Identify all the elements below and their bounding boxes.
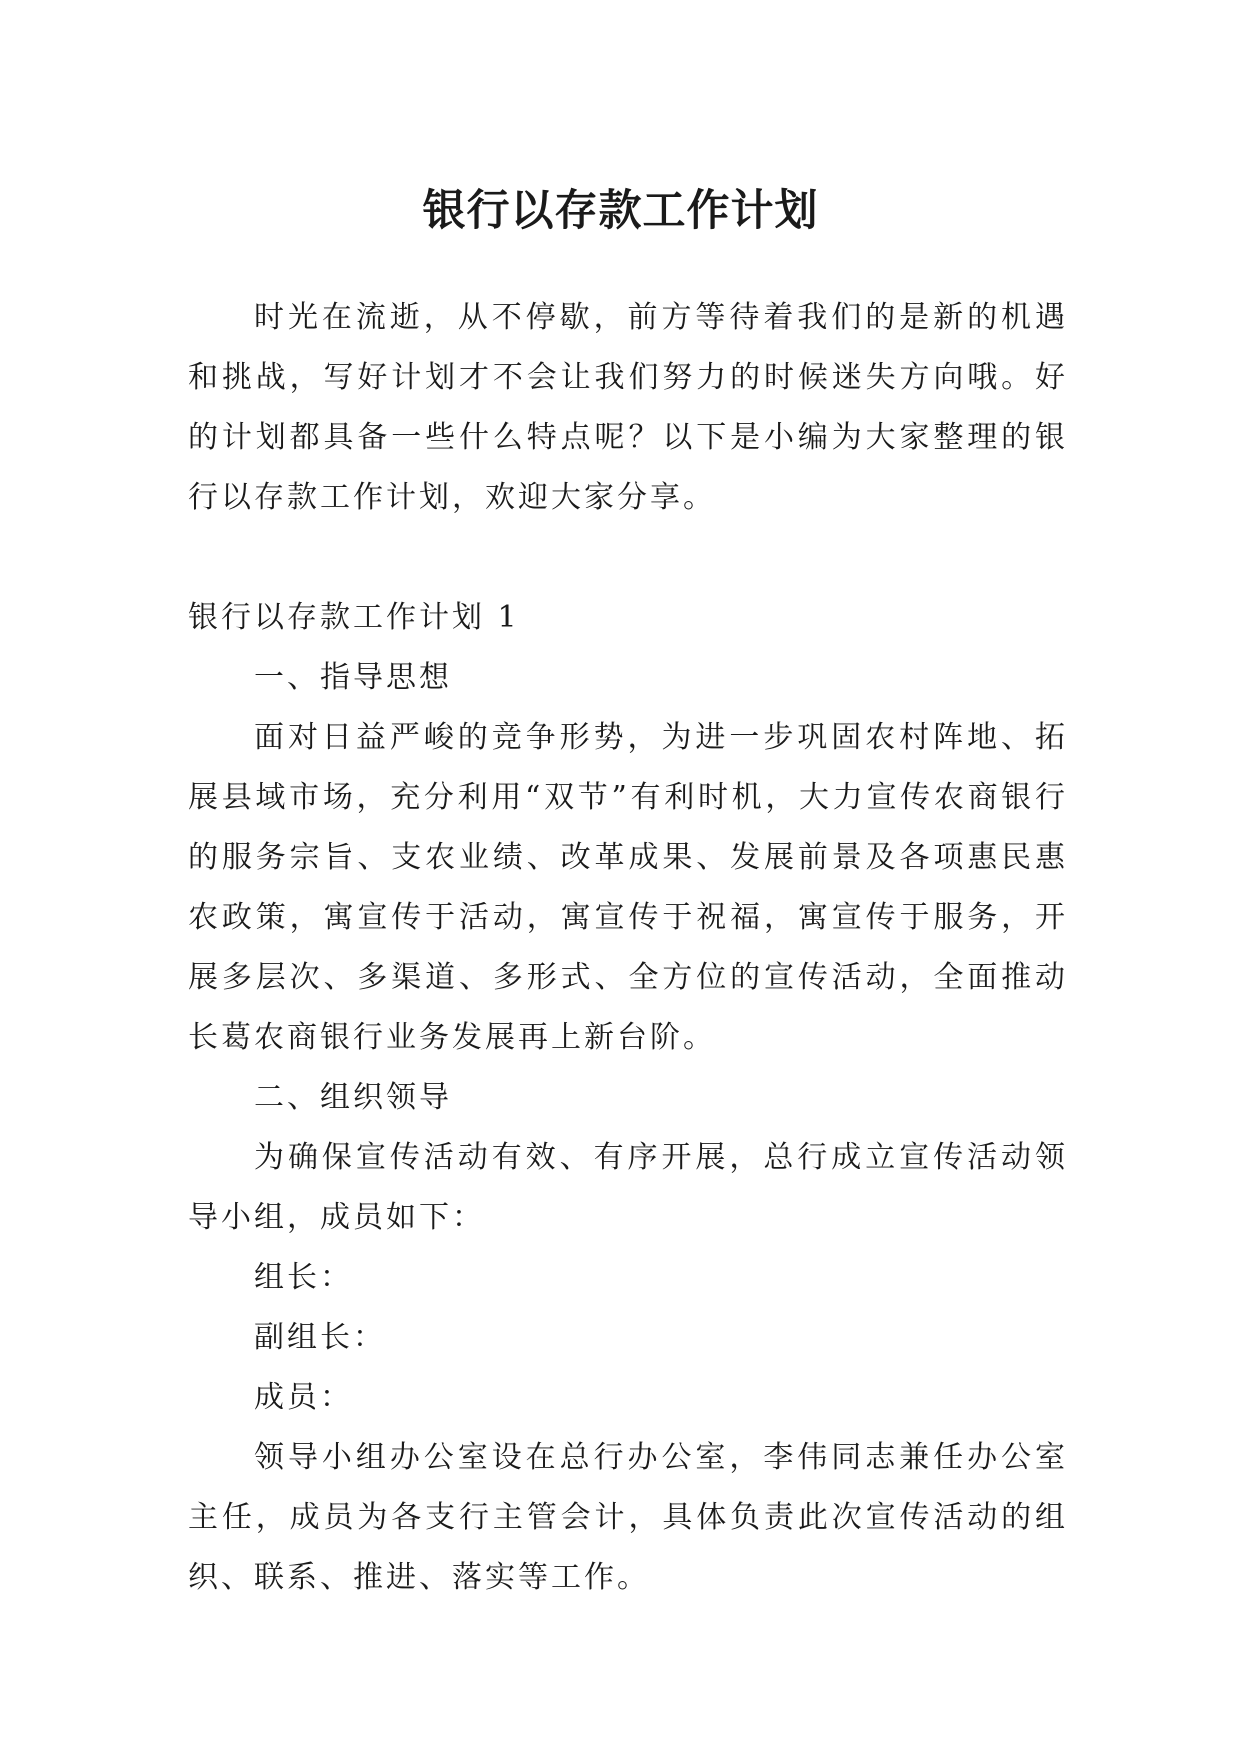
deputy-leader-line: 副组长： (254, 1320, 386, 1355)
paragraph-office: 领导小组办公室设在总行办公室，李伟同志兼任办公室主任，成员为各支行主管会计，具体负责此次宣传活动的组织、联系、推进、落实等工作。 (188, 1440, 1068, 1595)
intro-paragraph: 时光在流逝，从不停歇，前方等待着我们的是新的机遇和挑战，写好计划才不会让我们努力的时候迷失方向哦。好的计划都具备一些什么特点呢？以下是小编为大家整理的银行以存款工作计划，欢迎大家分享。 (188, 300, 1068, 515)
members-line: 成员： (254, 1380, 353, 1415)
heading-guiding-ideology: 一、指导思想 (254, 660, 452, 695)
heading-organization-leadership: 二、组织领导 (254, 1080, 452, 1115)
document-body (188, 288, 1068, 1608)
section-title: 银行以存款工作计划 1 (188, 600, 520, 635)
document-title: 银行以存款工作计划 (422, 185, 819, 236)
paragraph-leadership-group: 为确保宣传活动有效、有序开展，总行成立宣传活动领导小组，成员如下： (188, 1140, 1068, 1235)
paragraph-guiding-ideology: 面对日益严峻的竞争形势，为进一步巩固农村阵地、拓展县域市场，充分利用“双节”有利时机，大力宣传农商银行的服务宗旨、支农业绩、改革成果、发展前景及各项惠民惠农政策，寓宣传于活动，寓宣传于祝福，寓宣传于服务，开展多层次、多渠道、多形式、全方位的宣传活动，全面推动长葛农商银行业务发展再上新台阶。 (188, 720, 1068, 1055)
leader-line: 组长： (254, 1260, 353, 1295)
